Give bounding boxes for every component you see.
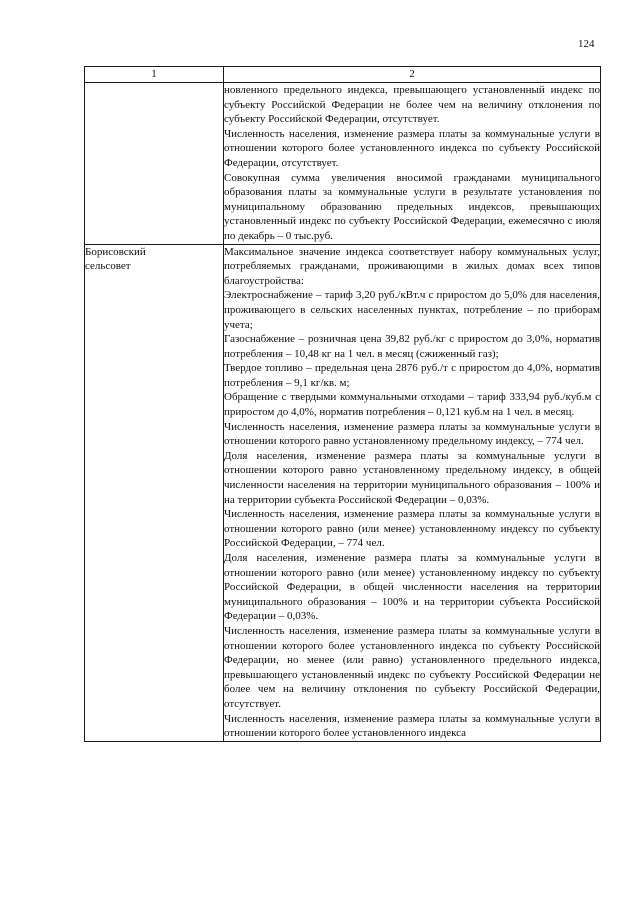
row-2-text-cell: [224, 244, 601, 741]
municipality-name: Борисовский: [85, 245, 146, 258]
table-row: [85, 83, 601, 245]
row-2-paragraph-11: Численность населения, изменение размера платы за коммунальные услуги в отношении которого более установленного индекса: [224, 712, 600, 740]
row-1-paragraph-2: Численность населения, изменение размера платы за коммунальные услуги в отношении которого более установленного индекса по субъекту Российской Федерации, отсутствует.: [224, 127, 600, 169]
row-1-paragraph-3: Совокупная сумма увеличения вносимой гражданами муниципального образования платы за коммунальные услуги в результате установления по муниципальному образованию предельных индексов, превышающих установленный индекс по субъекту Российской Федерации, ежемесячно с июля по декабрь – 0 тыс.руб.: [224, 171, 600, 242]
table-header-row: [85, 67, 601, 83]
row-2-paragraph-4: Твердое топливо – предельная цена 2876 руб./т с приростом до 4,0%, норматив потребления – 9,1 кг/кв. м;: [224, 362, 600, 389]
municipality-type: сельсовет: [85, 260, 131, 273]
row-2-paragraph-7: Доля населения, изменение размера платы за коммунальные услуги в отношении которого равно установленному предельному индексу, в общей численности населения на территории муниципального образования – 100% и на территории субъекта Российской Федерации – 0,03%.: [224, 449, 600, 506]
row-2-label-cell: [85, 244, 224, 741]
row-1-paragraph-1: новленного предельного индекса, превышающего установленный индекс по субъекту Российской Федерации не более чем на величину отклонения по субъекту Российской Федерации, отсутствует.: [224, 84, 600, 126]
column-header-1: 1: [85, 67, 224, 83]
row-2-paragraph-6: Численность населения, изменение размера платы за коммунальные услуги в отношении которого равно установленному предельному индексу, – 774 чел.: [224, 420, 600, 448]
column-header-2: 2: [224, 67, 601, 83]
row-1-label-cell: [85, 83, 224, 245]
row-2-paragraph-5: Обращение с твердыми коммунальными отходами – тариф 333,94 руб./куб.м с приростом до 4,0%, норматив потребления – 0,121 куб.м на 1 чел. в месяц.: [224, 391, 600, 419]
document-table: [84, 66, 601, 742]
row-2-paragraph-3: Газоснабжение – розничная цена 39,82 руб./кг с приростом до 3,0%, норматив потребления – 10,48 кг на 1 чел. в месяц (сжиженный газ);: [224, 333, 600, 360]
table-row: [85, 244, 601, 741]
row-2-paragraph-1: Максимальное значение индекса соответствует набору коммунальных услуг, потребляемых гражданами, проживающими в жилых домах всех типов благоустройства:: [224, 245, 600, 287]
row-2-paragraph-10: Численность населения, изменение размера платы за коммунальные услуги в отношении которого более установленного индекса по субъекту Российской Федерации, но менее (или равно) установленного предельного индекса, превышающего установленный индекс по субъекту Российской Федерации не более чем на величину отклонения по субъекту Российской Федерации, отсутствует.: [224, 624, 600, 710]
row-2-paragraph-9: Доля населения, изменение размера платы за коммунальные услуги в отношении которого равно (или менее) установленному индексу по субъекту Российской Федерации, в общей численности населения на территории муниципального образования – 100% и на территории субъекта Российской Федерации – 0,03%.: [224, 552, 600, 623]
page-number: 124: [578, 38, 595, 50]
row-2-paragraph-2: Электроснабжение – тариф 3,20 руб./кВт.ч с приростом до 5,0% для населения, проживающего в сельских населенных пунктах, потребление – по приборам учета;: [224, 289, 600, 331]
row-2-paragraph-8: Численность населения, изменение размера платы за коммунальные услуги в отношении которого равно (или менее) установленному индексу по субъекту Российской Федерации, – 774 чел.: [224, 508, 600, 550]
row-1-text-cell: [224, 83, 601, 245]
